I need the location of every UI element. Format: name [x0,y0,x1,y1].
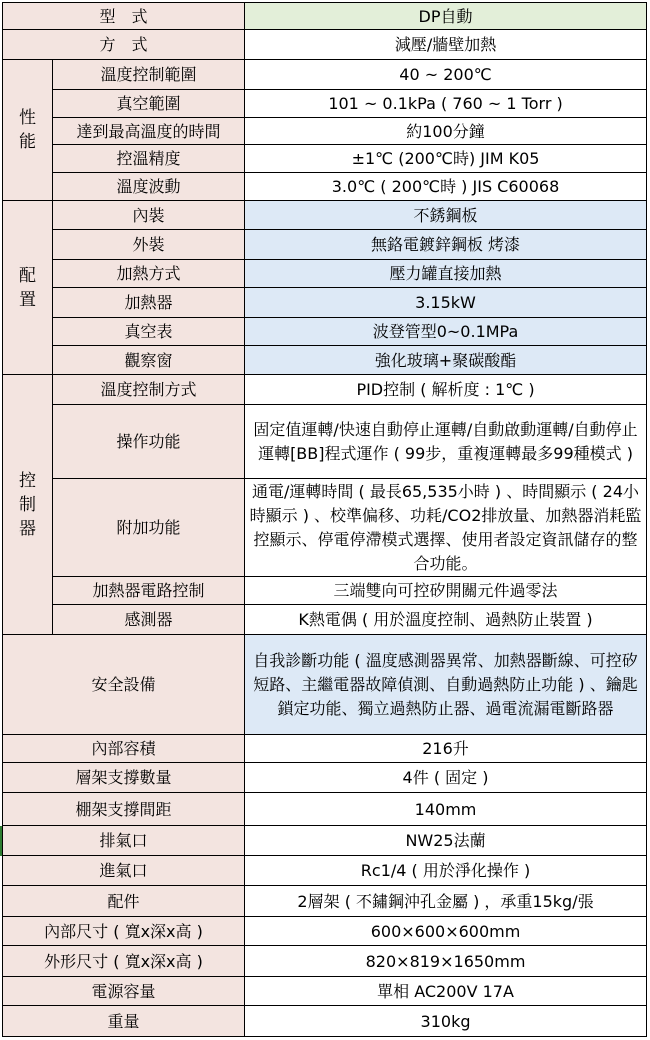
label-shelf-pitch: 棚架支撐間距 [3,793,245,826]
table-row [3,635,647,735]
table-row [3,735,647,763]
value-temp-range: 40 ~ 200℃ [245,60,647,90]
table-row [3,479,647,577]
value-power: 單相 AC200V 17A [245,977,647,1006]
table-row [3,230,647,260]
label-temp-control-method: 溫度控制方式 [53,375,245,405]
table-row [3,605,647,635]
group-char: 器 [19,518,36,539]
table-row [3,917,647,946]
label-capacity: 內部容積 [3,735,245,763]
table-row [3,856,647,886]
table-row [3,886,647,917]
group-char: 置 [19,289,36,310]
table-row [3,3,647,30]
value-intake: Rc1/4 ( 用於淨化操作 ) [245,856,647,886]
table-row [3,793,647,826]
label-window: 觀察窗 [53,346,245,375]
table-row [3,826,647,856]
label-outer: 外裝 [53,230,245,260]
group-char: 性 [19,108,36,128]
label-method: 方 式 [3,30,245,60]
label-heating-method: 加熱方式 [53,260,245,288]
label-vacuum-range: 真空範圍 [53,90,245,118]
value-capacity: 216升 [245,735,647,763]
value-window: 強化玻璃+聚碳酸酯 [245,346,647,375]
value-vacuum-gauge: 波登管型0~0.1MPa [245,318,647,346]
value-outer-dims: 820×819×1650mm [245,946,647,977]
table-row [3,977,647,1006]
table-row [3,145,647,173]
table-row [3,318,647,346]
value-additional: 通電/運轉時間 ( 最長65,535小時 ) 、時間顯示 ( 24小時顯示 ) 、校準偏移、功耗/CO2排放量、加熱器消耗監控顯示、停電停滯模式選擇、使用者設定資訊儲存的整合功能。 [245,479,647,577]
label-vacuum-gauge: 真空表 [53,318,245,346]
label-additional: 附加功能 [53,479,245,577]
label-sensor: 感測器 [53,605,245,635]
table-row [3,173,647,201]
label-inner-dims: 內部尺寸 ( 寬x深x高 ) [3,917,245,946]
value-heater: 3.15kW [245,288,647,318]
label-exhaust: 排氣口 [3,826,245,856]
label-intake: 進氣口 [3,856,245,886]
value-vacuum-range: 101 ~ 0.1kPa ( 760 ~ 1 Torr ) [245,90,647,118]
spec-table [2,2,647,1037]
label-heater-circuit: 加熱器電路控制 [53,577,245,605]
table-row [3,405,647,479]
value-accessories: 2層架 ( 不鏽鋼沖孔金屬 ) ，承重15kg/張 [245,886,647,917]
value-operation: 固定值運轉/快速自動停止運轉/自動啟動運轉/自動停止運轉[BB]程式運作 ( 99步，重複運轉最多99種模式 ) [245,405,647,479]
group-char: 配 [19,265,36,286]
label-heater: 加熱器 [53,288,245,318]
table-row [3,375,647,405]
table-row [3,90,647,118]
value-weight: 310kg [245,1006,647,1037]
label-temp-accuracy: 控溫精度 [53,145,245,173]
label-accessories: 配件 [3,886,245,917]
value-safety: 自我診斷功能 ( 溫度感測器異常、加熱器斷線、可控矽短路、主繼電器故障偵測、自動過熱防止功能 ) 、鑰匙鎖定功能、獨立過熱防止器、過電流漏電斷路器 [245,635,647,735]
group-control [3,375,53,635]
table-row [3,60,647,90]
group-char: 控 [19,470,36,491]
value-temp-fluctuation: 3.0℃ ( 200℃時 ) JIS C60068 [245,173,647,201]
label-outer-dims: 外形尺寸 ( 寬x深x高 ) [3,946,245,977]
group-char: 能 [19,132,36,152]
label-shelf-count: 層架支撐數量 [3,763,245,793]
label-inner: 內裝 [53,201,245,230]
table-row [3,288,647,318]
value-model: DP自動 [245,3,647,30]
value-time-to-max: 約100分鐘 [245,118,647,145]
value-outer: 無鉻電鍍鋅鋼板 烤漆 [245,230,647,260]
group-performance [3,60,53,201]
table-row [3,577,647,605]
table-row [3,260,647,288]
label-safety: 安全設備 [3,635,245,735]
label-model: 型 式 [3,3,245,30]
table-row [3,346,647,375]
table-row [3,946,647,977]
label-weight: 重量 [3,1006,245,1037]
label-time-to-max: 達到最高溫度的時間 [53,118,245,145]
table-row [3,763,647,793]
value-temp-accuracy: ±1℃ (200℃時) JIM K05 [245,145,647,173]
group-configuration [3,201,53,375]
value-temp-control-method: PID控制 ( 解析度 : 1℃ ) [245,375,647,405]
label-temp-fluctuation: 溫度波動 [53,173,245,201]
value-shelf-count: 4件 ( 固定 ) [245,763,647,793]
value-sensor: K熱電偶 ( 用於溫度控制、過熱防止裝置 ) [245,605,647,635]
value-heater-circuit: 三端雙向可控矽開關元件過零法 [245,577,647,605]
value-shelf-pitch: 140mm [245,793,647,826]
label-operation: 操作功能 [53,405,245,479]
table-row [3,1006,647,1037]
label-temp-range: 溫度控制範圍 [53,60,245,90]
value-heating-method: 壓力罐直接加熱 [245,260,647,288]
label-power: 電源容量 [3,977,245,1006]
group-char: 制 [19,494,36,515]
table-row [3,118,647,145]
value-method: 減壓/牆壁加熱 [245,30,647,60]
value-inner: 不銹鋼板 [245,201,647,230]
table-row [3,30,647,60]
table-row [3,201,647,230]
value-exhaust: NW25法蘭 [245,826,647,856]
value-inner-dims: 600×600×600mm [245,917,647,946]
